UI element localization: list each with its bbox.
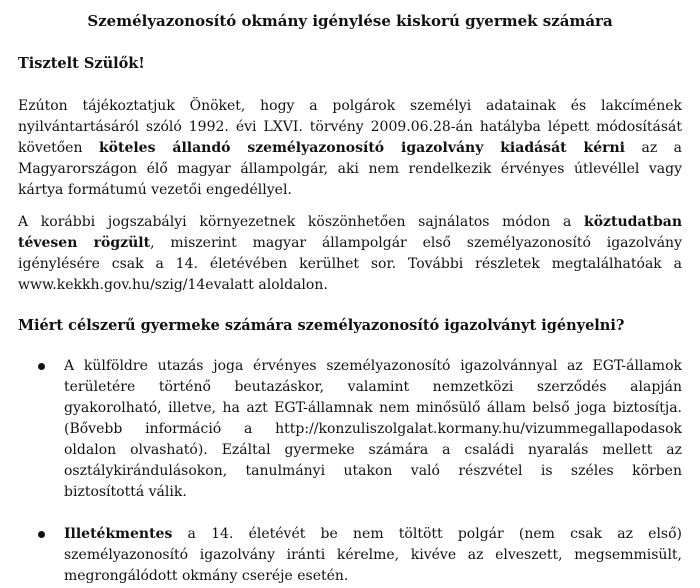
bullet-2-line-1 xyxy=(64,524,682,546)
bullet-2-line-2: személyazonosító igazolvány iránti kérelme, kivéve az elveszett, megsemmisült, xyxy=(64,547,682,563)
bullet-1-line-7: biztosítottá válik. xyxy=(64,484,187,500)
paragraph-2-line-3: igénylésére csak a 14. életévében kerülhet sor. További részletek megtalálhatóak a xyxy=(18,256,682,272)
text: aloldalon. xyxy=(258,277,328,293)
bold-text: köteles állandó személyazonosító igazolvány kiadását kérni xyxy=(98,140,625,156)
kekkh-link[interactable]: www.kekkh.gov.hu/szig/14evalatt xyxy=(18,277,254,293)
text: (Bővebb információ a xyxy=(64,421,253,437)
bullet-icon xyxy=(38,363,45,370)
paragraph-1-line-4: Magyarországon élő magyar állampolgár, aki nem rendelkezik érvényes útlevéllel vagy xyxy=(18,161,682,177)
salutation: Tisztelt Szülők! xyxy=(18,55,145,72)
konzuli-link[interactable]: http://konzuliszolgalat.kormany.hu/vizummegallapodasok xyxy=(275,421,682,437)
bullet-1-line-1: A külföldre utazás joga érvényes személyazonosító igazolvánnyal az EGT-államok xyxy=(64,358,682,374)
text: , miszerint magyar állampolgár első személyazonosító igazolvány xyxy=(150,235,682,251)
paragraph-1-line-3 xyxy=(18,138,682,160)
bold-text: Illetékmentes xyxy=(64,526,173,542)
text: az a xyxy=(641,140,682,156)
bold-text: köztudatban xyxy=(584,214,682,230)
document-title: Személyazonosító okmány igénylése kiskorú gyermek számára xyxy=(87,12,613,30)
bullet-2-line-3: megrongálódott okmány cseréje esetén. xyxy=(64,568,349,584)
bullet-1-line-3: gyakorolható, illetve, ha azt EGT-államnak nem minősülő állam belső joga biztosítja. xyxy=(64,400,682,416)
text: követően xyxy=(18,140,83,156)
paragraph-1-line-2: nyilvántartásáról szóló 1992. évi LXVI. törvény 2009.06.28-án hatályba lépett módosítását xyxy=(18,119,682,135)
bullet-1-line-2: területére történő beutazáskor, valamint nemzetközi szerződés alapján xyxy=(64,379,682,395)
paragraph-2-line-2 xyxy=(18,233,682,255)
bold-text: tévesen rögzült xyxy=(18,235,151,251)
bullet-1-line-6: osztálykirándulásokon, tanulmányi utakon való részvétel is széles körben xyxy=(64,463,682,479)
section-heading: Miért célszerű gyermeke számára személyazonosító igazolványt igényelni? xyxy=(18,317,625,334)
bullet-1-line-5: oldalon olvasható). Ezáltal gyermeke számára a családi nyaralás mellett az xyxy=(64,442,682,458)
paragraph-2-line-1 xyxy=(18,212,682,234)
bullet-1-line-4 xyxy=(64,419,682,441)
text: A korábbi jogszabályi környezetnek köszönhetően sajnálatos módon a xyxy=(18,214,572,230)
paragraph-1-line-5: kártya formátumú vezetői engedéllyel. xyxy=(18,182,292,198)
text: a 14. életévét be nem töltött polgár (nem csak az első) xyxy=(187,526,682,542)
paragraph-2-line-4 xyxy=(18,275,682,297)
paragraph-1-line-1: Ezúton tájékoztatjuk Önöket, hogy a polgárok személyi adatainak és lakcímének xyxy=(18,98,682,114)
bullet-icon xyxy=(38,531,45,538)
